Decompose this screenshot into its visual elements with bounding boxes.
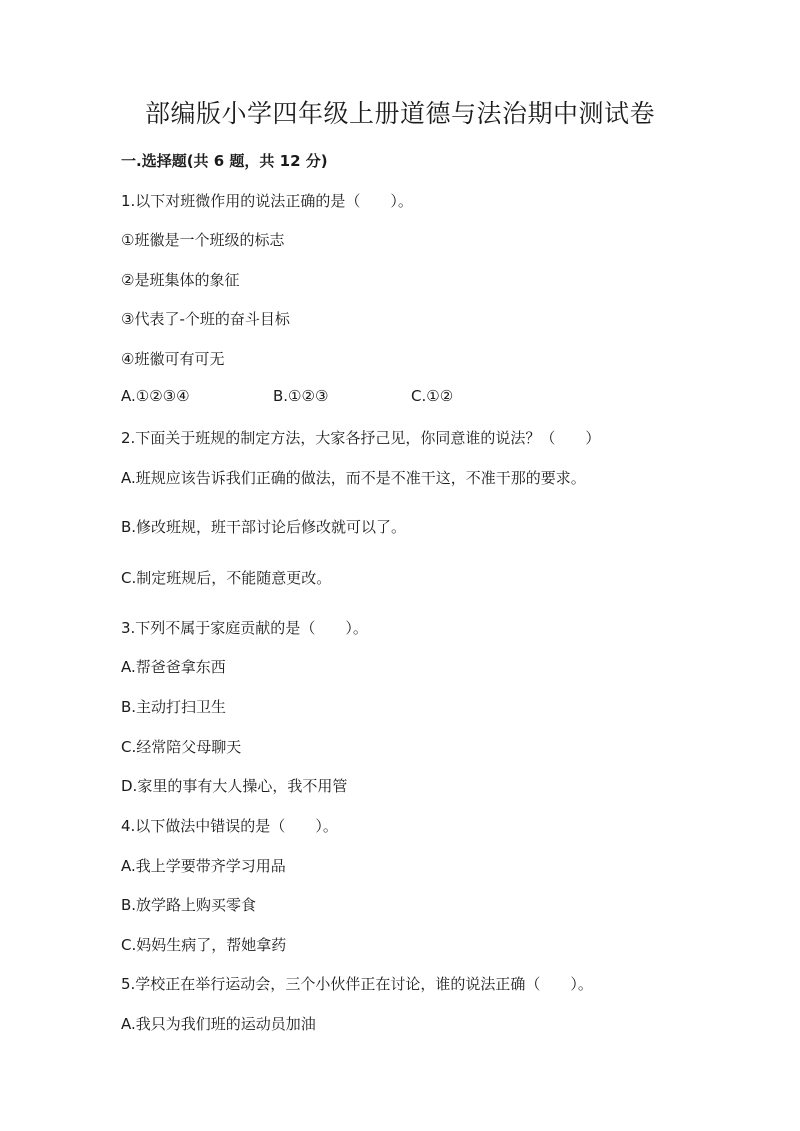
question-1-statement-2: ②是班集体的象征 [121, 271, 240, 289]
question-2-option-b: B.修改班规，班干部讨论后修改就可以了。 [121, 518, 407, 536]
question-1-statement-3: ③代表了-个班的奋斗目标 [121, 310, 290, 328]
question-4-stem: 4.以下做法中错误的是（ ）。 [121, 817, 338, 835]
question-1-option-b: B.①②③ [273, 387, 329, 405]
question-3-stem: 3.下列不属于家庭贡献的是（ ）。 [121, 619, 368, 637]
question-1-option-a: A.①②③④ [121, 387, 190, 405]
question-2-option-a: A.班规应该告诉我们正确的做法，而不是不准干这，不准干那的要求。 [121, 469, 586, 487]
question-4-option-b: B.放学路上购买零食 [121, 896, 257, 914]
question-1-stem: 1.以下对班微作用的说法正确的是（ ）。 [121, 192, 413, 210]
question-2-option-c: C.制定班规后，不能随意更改。 [121, 569, 332, 587]
question-4-option-a: A.我上学要带齐学习用品 [121, 857, 286, 875]
question-3-option-d: D.家里的事有大人操心，我不用管 [121, 777, 348, 795]
question-4-option-c: C.妈妈生病了，帮她拿药 [121, 936, 287, 954]
question-1-option-c: C.①② [411, 387, 454, 405]
question-5-option-a: A.我只为我们班的运动员加油 [121, 1015, 316, 1033]
question-3-option-b: B.主动打扫卫生 [121, 698, 227, 716]
question-1-statement-1: ①班徽是一个班级的标志 [121, 231, 285, 249]
question-3-option-a: A.帮爸爸拿东西 [121, 658, 226, 676]
question-1-statement-4: ④班徽可有可无 [121, 350, 225, 368]
exam-title: 部编版小学四年级上册道德与法治期中测试卷 [144, 99, 655, 128]
question-3-option-c: C.经常陪父母聊天 [121, 738, 242, 756]
question-5-stem: 5.学校正在举行运动会，三个小伙伴正在讨论，谁的说法正确（ ）。 [121, 975, 593, 993]
section-heading: 一.选择题(共 6 题，共 12 分) [121, 152, 328, 170]
question-2-stem: 2.下面关于班规的制定方法，大家各抒己见，你同意谁的说法？（ ） [121, 429, 601, 447]
